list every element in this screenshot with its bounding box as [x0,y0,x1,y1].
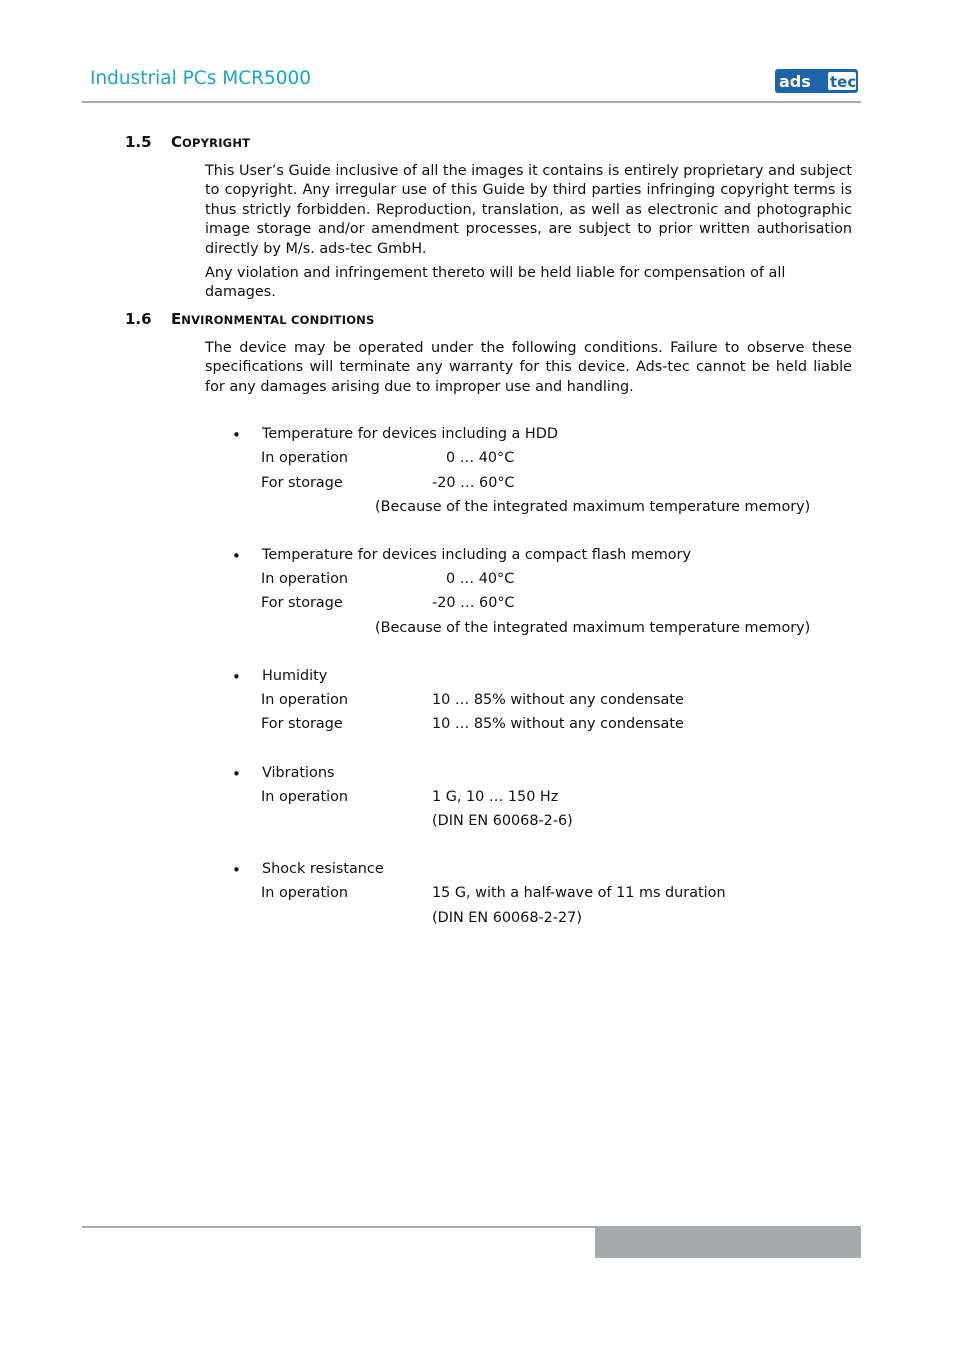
condition-row-value: 0 … 40°C [446,450,515,466]
footer-bar [595,1228,861,1258]
environmental-intro-paragraph: The device may be operated under the following conditions. Failure to observe these specifications will terminate any warranty for this device. Ads-tec cannot be held liable for any damages arising due to improper use and handling. [205,340,852,395]
section-title-initial: C [171,133,183,151]
condition-note: (Because of the integrated maximum temperature memory) [375,620,811,636]
bullet-icon: • [232,547,241,565]
section-number: 1.5 [125,133,152,151]
section-title-initial: E [171,310,182,328]
condition-title: Temperature for devices including a compact flash memory [262,547,691,563]
logo-text-tec: tec [830,73,857,91]
ads-tec-logo [775,69,858,93]
condition-row-label: In operation [261,885,349,901]
section-title-rest: OPYRIGHT [182,136,251,150]
header-divider [82,101,861,103]
condition-row-label: In operation [261,692,349,708]
condition-title: Humidity [262,668,328,684]
condition-row-value: -20 … 60°C [432,595,515,611]
section-heading-copyright [125,133,250,151]
bullet-icon: • [232,861,241,879]
section-number: 1.6 [125,310,152,328]
condition-row-label: In operation [261,571,349,587]
bullet-icon: • [232,426,241,444]
condition-row-value: 0 … 40°C [446,571,515,587]
condition-row-label: For storage [261,716,343,732]
condition-row-value: 10 … 85% without any condensate [432,716,684,732]
condition-title: Temperature for devices including a HDD [262,426,558,442]
copyright-liability-paragraph: Any violation and infringement thereto will be held liable for compensation of all damages. [205,265,786,301]
logo-text-ads: ads [779,72,811,91]
condition-row-label: In operation [261,789,349,805]
condition-row-value: (DIN EN 60068-2-27) [432,910,582,926]
section-title-rest: NVIRONMENTAL CONDITIONS [181,313,375,327]
condition-row-value: 10 … 85% without any condensate [432,692,684,708]
condition-row-value: 15 G, with a half-wave of 11 ms duration [432,885,726,901]
section-heading-environmental-conditions [125,310,375,328]
bullet-icon: • [232,668,241,686]
bullet-icon: • [232,765,241,783]
condition-row-label: For storage [261,475,343,491]
condition-row-label: For storage [261,595,343,611]
condition-note: (Because of the integrated maximum temperature memory) [375,499,811,515]
condition-title: Vibrations [262,765,335,781]
condition-row-value: -20 … 60°C [432,475,515,491]
document-header-title: Industrial PCs MCR5000 [90,68,312,89]
condition-row-value: (DIN EN 60068-2-6) [432,813,573,829]
copyright-paragraph: This User’s Guide inclusive of all the images it contains is entirely proprietary and subject to copyright. Any irregular use of this Guide by third parties infringing copyright terms is thus strictly forbidden. Reproduction, translation, as well as electronic and photographic image storage and/or amendment processes, are subject to prior written authorisation directly by M/s. ads-tec GmbH. [205,163,852,257]
condition-row-value: 1 G, 10 … 150 Hz [432,789,559,805]
condition-title: Shock resistance [262,861,384,877]
condition-row-label: In operation [261,450,349,466]
